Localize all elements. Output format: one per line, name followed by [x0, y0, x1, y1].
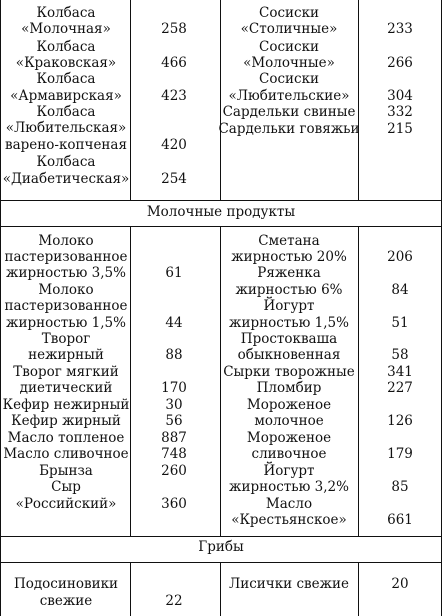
- column-divider: [220, 226, 221, 536]
- column-divider: [130, 0, 131, 200]
- product-name: Молоко: [38, 233, 94, 249]
- product-name: варено-копченая: [4, 137, 128, 153]
- product-name: «Краковская»: [15, 55, 117, 71]
- calorie-value: 126: [387, 413, 413, 429]
- product-name: диетический: [19, 380, 113, 396]
- product-name: Брынза: [39, 463, 93, 479]
- calorie-value: 20: [391, 576, 409, 592]
- product-name: Масло: [265, 496, 313, 512]
- product-name: жирностью 1,5%: [229, 315, 349, 331]
- product-name: Сметана: [258, 233, 320, 249]
- calorie-value: 179: [387, 446, 413, 462]
- product-name: «Любительские»: [228, 88, 350, 104]
- calorie-value: 423: [161, 88, 187, 104]
- calorie-value: 254: [161, 171, 187, 187]
- product-name: Простокваша: [240, 331, 338, 347]
- calorie-value: 466: [161, 55, 187, 71]
- mushrooms-section-header: Грибы: [198, 539, 244, 555]
- product-name: Сардельки свиные: [222, 104, 356, 120]
- product-name: «Молочная»: [21, 21, 111, 37]
- product-name: свежие: [39, 593, 93, 609]
- calorie-value: 58: [391, 347, 409, 363]
- product-name: «Столичные»: [240, 21, 338, 37]
- product-name: нежирный: [28, 347, 104, 363]
- calorie-value: 22: [165, 593, 183, 609]
- product-name: Сосиски: [258, 71, 320, 87]
- calorie-value: 260: [161, 463, 187, 479]
- product-name: Творог: [41, 331, 91, 347]
- product-name: Масло топленое: [7, 430, 125, 446]
- product-name: Колбаса: [36, 39, 96, 55]
- product-name: Творог мягкий: [13, 364, 119, 380]
- product-name: Подосиновики: [13, 576, 119, 592]
- product-name: жирностью 3,2%: [229, 479, 349, 495]
- column-divider: [130, 562, 131, 616]
- calorie-value: 420: [161, 137, 187, 153]
- product-name: «Крестьянское»: [231, 512, 347, 528]
- calorie-value: 227: [387, 380, 413, 396]
- calorie-value: 332: [387, 104, 413, 120]
- calorie-value: 85: [391, 479, 409, 495]
- column-divider: [220, 562, 221, 616]
- product-name: обыкновенная: [237, 347, 341, 363]
- product-name: Кефир нежирный: [2, 397, 130, 413]
- product-name: Лисички свежие: [228, 576, 350, 592]
- product-name: «Любительская»: [5, 120, 127, 136]
- product-name: Мороженое: [246, 430, 332, 446]
- product-name: жирностью 3,5%: [6, 265, 126, 281]
- section-divider: [0, 200, 442, 201]
- calorie-value: 56: [165, 413, 183, 429]
- product-name: «Армавирская»: [10, 88, 122, 104]
- product-name: Колбаса: [36, 5, 96, 21]
- table-border-left: [0, 0, 1, 616]
- product-name: Сыр: [51, 479, 81, 495]
- product-name: Йогурт: [263, 298, 315, 314]
- product-name: Сосиски: [258, 39, 320, 55]
- calorie-value: 44: [165, 315, 183, 331]
- section-divider: [0, 536, 442, 537]
- product-name: пастеризованное: [4, 249, 128, 265]
- product-name: Колбаса: [36, 154, 96, 170]
- column-divider: [220, 0, 221, 200]
- section-divider: [0, 226, 442, 227]
- product-name: Сырки творожные: [223, 364, 355, 380]
- calorie-value: 84: [391, 282, 409, 298]
- product-name: Пломбир: [256, 380, 322, 396]
- column-divider: [358, 562, 359, 616]
- product-name: жирностью 20%: [231, 249, 347, 265]
- product-name: жирностью 6%: [235, 282, 343, 298]
- product-name: пастеризованное: [4, 298, 128, 314]
- product-name: Кефир жирный: [11, 413, 121, 429]
- product-name: «Российский»: [15, 496, 117, 512]
- product-name: Молоко: [38, 282, 94, 298]
- calorie-value: 304: [387, 88, 413, 104]
- calorie-value: 215: [387, 121, 413, 137]
- calorie-value: 748: [161, 446, 187, 462]
- product-name: Ряженка: [257, 265, 321, 281]
- product-name: сливочное: [251, 446, 327, 462]
- calorie-value: 266: [387, 55, 413, 71]
- product-name: Йогурт: [263, 463, 315, 479]
- product-name: Мороженое: [246, 397, 332, 413]
- column-divider: [358, 0, 359, 200]
- column-divider: [130, 226, 131, 536]
- product-name: Колбаса: [36, 71, 96, 87]
- product-name: жирностью 1,5%: [6, 315, 126, 331]
- calorie-value: 661: [387, 512, 413, 528]
- calorie-value: 88: [165, 347, 183, 363]
- product-name: «Молочные»: [243, 55, 335, 71]
- calorie-value: 233: [387, 21, 413, 37]
- dairy-section-header: Молочные продукты: [146, 204, 296, 220]
- calorie-value: 341: [387, 364, 413, 380]
- column-divider: [358, 226, 359, 536]
- calorie-value: 206: [387, 249, 413, 265]
- section-divider: [0, 562, 442, 563]
- calorie-value: 30: [165, 397, 183, 413]
- calorie-value: 51: [391, 315, 409, 331]
- product-name: Сосиски: [258, 5, 320, 21]
- calorie-value: 61: [165, 265, 183, 281]
- product-name: молочное: [254, 413, 324, 429]
- product-name: Масло сливочное: [3, 446, 129, 462]
- product-name: «Диабетическая»: [2, 171, 130, 187]
- calorie-value: 360: [161, 496, 187, 512]
- calorie-value: 258: [161, 21, 187, 37]
- product-name: Колбаса: [36, 104, 96, 120]
- product-name: Сардельки говяжьи: [218, 121, 360, 137]
- calorie-value: 887: [161, 430, 187, 446]
- calorie-value: 170: [161, 380, 187, 396]
